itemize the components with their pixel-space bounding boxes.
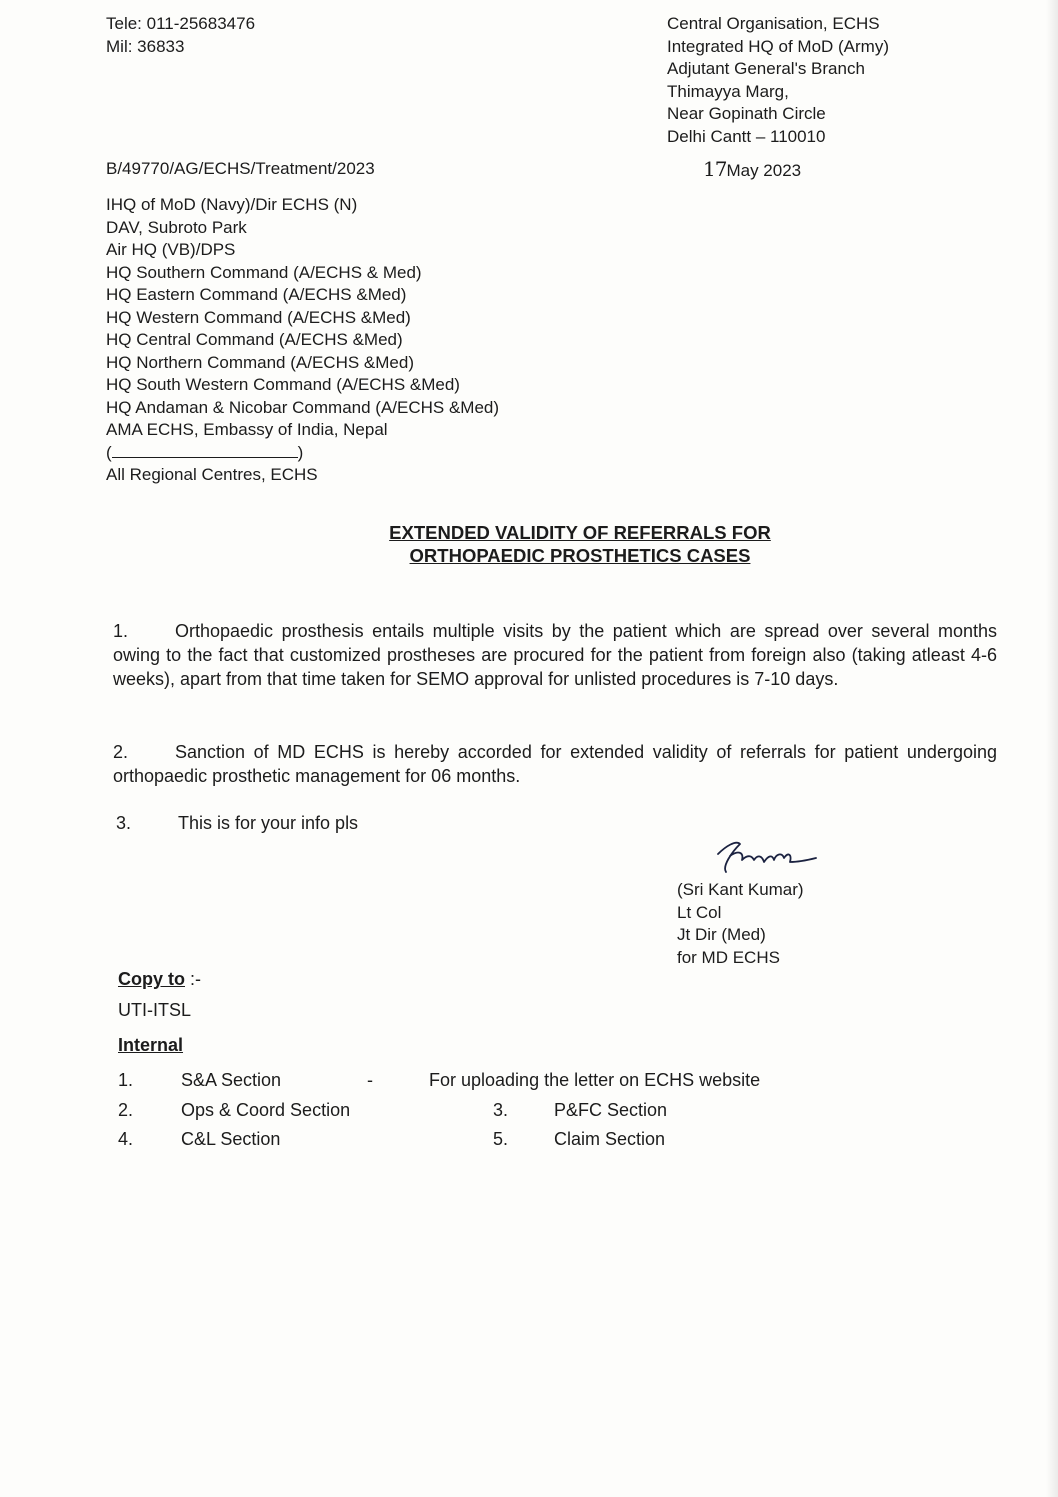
paragraph-number: 1.: [113, 621, 129, 641]
recipient: HQ Southern Command (A/ECHS & Med): [106, 262, 422, 282]
bracket-close: ): [297, 442, 304, 462]
internal-num: 5.: [493, 1129, 509, 1149]
subject-line-2: ORTHOPAEDIC PROSTHETICS CASES: [409, 545, 751, 566]
signatory-block: [677, 879, 804, 969]
paragraph-number: 2.: [113, 742, 129, 762]
recipient: Air HQ (VB)/DPS: [106, 240, 236, 259]
military-phone: Mil: 36833: [106, 37, 185, 56]
recipient: HQ Northern Command (A/ECHS &Med): [106, 352, 414, 372]
internal-num: 2.: [118, 1100, 134, 1120]
paragraph-3: [116, 811, 1000, 835]
recipient: HQ South Western Command (A/ECHS &Med): [106, 375, 460, 394]
scan-edge-shadow: [1046, 0, 1058, 1497]
telephone: Tele: 011-25683476: [106, 14, 256, 33]
internal-heading: [118, 1034, 183, 1057]
date-day: 17: [703, 157, 727, 181]
address-line: Thimayya Marg,: [667, 81, 789, 101]
copy-to-entry: UTI-ITSL: [118, 1000, 192, 1020]
internal-dash: -: [367, 1070, 373, 1090]
internal-section: Ops & Coord Section: [181, 1100, 351, 1120]
recipient-list: [106, 194, 499, 487]
recipient: HQ Western Command (A/ECHS &Med): [106, 307, 411, 327]
internal-note: For uploading the letter on ECHS website: [429, 1070, 761, 1090]
internal-label: Internal: [118, 1035, 184, 1055]
recipient: AMA ECHS, Embassy of India, Nepal: [106, 420, 388, 439]
paragraph-number: 3.: [116, 813, 132, 833]
signatory-appointment: Jt Dir (Med): [677, 925, 766, 944]
internal-section: S&A Section: [181, 1070, 282, 1090]
recipient: DAV, Subroto Park: [106, 217, 247, 237]
recipient: HQ Central Command (A/ECHS &Med): [106, 330, 403, 349]
signatory-rank: Lt Col: [677, 902, 722, 922]
signatory-name: (Sri Kant Kumar): [677, 880, 804, 899]
internal-num: 1.: [118, 1070, 134, 1090]
bracket-open: (: [106, 442, 112, 462]
recipient: HQ Andaman & Nicobar Command (A/ECHS &Med): [106, 397, 500, 417]
address-line: Integrated HQ of MoD (Army): [667, 36, 890, 56]
internal-num: 3.: [493, 1100, 509, 1120]
reference-number: B/49770/AG/ECHS/Treatment/2023: [106, 159, 375, 178]
signatory-on-behalf: for MD ECHS: [677, 947, 780, 967]
handwritten-signature: [712, 832, 822, 882]
copy-to-suffix: :-: [185, 969, 201, 989]
paragraph-1: [113, 619, 997, 691]
internal-section: Claim Section: [554, 1129, 666, 1149]
date-month-year: May 2023: [726, 161, 802, 180]
paragraph-text: Sanction of MD ECHS is hereby accorded for extended validity of referrals for patient undergoing orthopaedic prosthetic management for 06 months.: [113, 742, 997, 786]
copy-to-label: Copy to: [118, 969, 185, 989]
internal-section: C&L Section: [181, 1129, 281, 1149]
address-line: Delhi Cantt – 110010: [667, 126, 826, 146]
address-line: Adjutant General's Branch: [667, 59, 865, 78]
address-line: Near Gopinath Circle: [667, 104, 826, 123]
paragraph-text: Orthopaedic prosthesis entails multiple visits by the patient which are spread over several months owing to the fact that customized prostheses are procured for the patient from foreign also (taking atleast 4-6 weeks), apart from that time taken for SEMO approval for unlisted procedures is 7-10 days.: [113, 621, 997, 689]
address-line: Central Organisation, ECHS: [667, 14, 880, 33]
sender-address: [667, 13, 889, 148]
paragraph-2: [113, 740, 997, 788]
recipient: HQ Eastern Command (A/ECHS &Med): [106, 285, 407, 304]
paragraph-text: This is for your info pls: [178, 813, 359, 833]
copy-to-heading: [118, 968, 201, 991]
recipient-regional: All Regional Centres, ECHS: [106, 465, 318, 484]
letter-date: [703, 158, 801, 183]
internal-section: P&FC Section: [554, 1100, 668, 1120]
internal-num: 4.: [118, 1129, 134, 1149]
blank-line: [112, 443, 298, 458]
recipient: IHQ of MoD (Navy)/Dir ECHS (N): [106, 195, 358, 214]
blank-recipient: [106, 442, 499, 465]
subject-line-1: EXTENDED VALIDITY OF REFERRALS FOR: [389, 522, 771, 543]
